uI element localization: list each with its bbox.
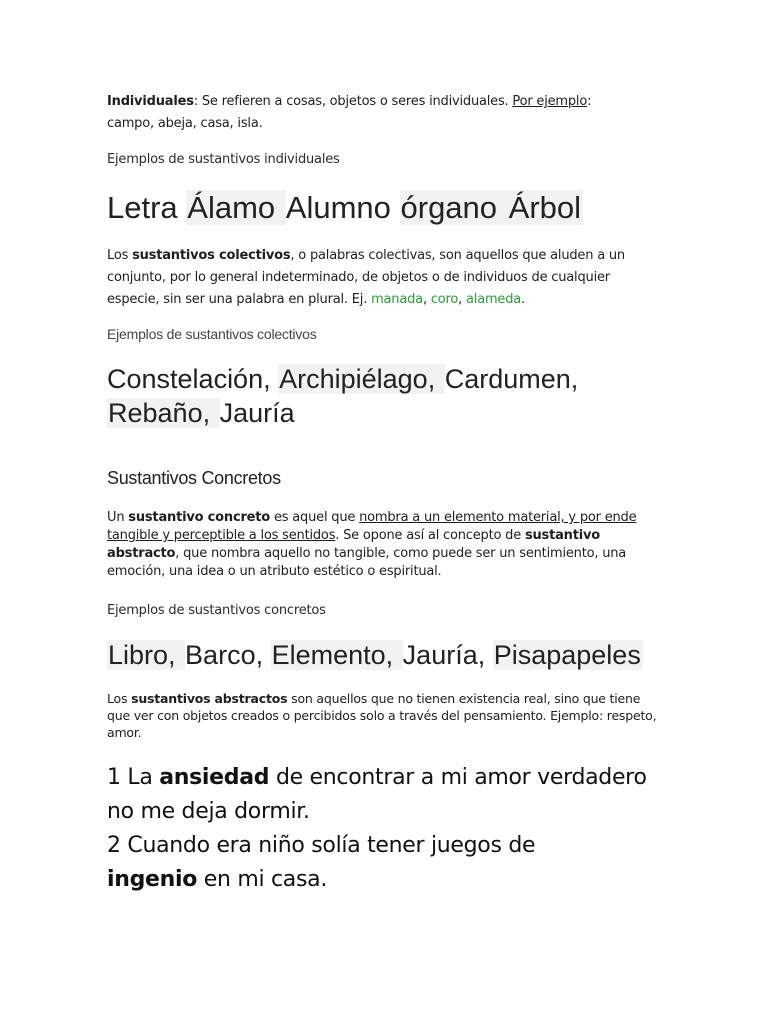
word-elemento: Elemento,	[271, 640, 401, 670]
concretos-words	[107, 638, 667, 672]
word-alamo: Álamo	[187, 190, 284, 225]
concretos-lead: Un	[107, 510, 129, 525]
colectivos-caption: Ejemplos de sustantivos colectivos	[107, 326, 317, 342]
concreto-term: sustantivo concreto	[128, 510, 271, 525]
individuales-examples: campo, abeja, casa, isla.	[107, 116, 263, 131]
sentence-2	[107, 829, 577, 897]
concretos-caption: Ejemplos de sustantivos concretos	[107, 603, 326, 618]
individuales-paragraph	[107, 91, 667, 135]
sentence-1-text: de encontrar a mi amor verdadero no me deja dormir.	[107, 765, 647, 824]
example-coro-link[interactable]: coro	[430, 292, 459, 307]
word-jauria: Jauría,	[402, 640, 493, 670]
concretos-text: , que nombra aquello no tangible, como puede ser un sentimiento, una emoción, una idea o un atributo estético o espiritual.	[107, 546, 627, 579]
individuales-caption: Ejemplos de sustantivos individuales	[107, 152, 340, 167]
abstracto-term: sustantivo abstracto	[107, 528, 601, 561]
sentence-2-text: en mi casa.	[197, 867, 328, 892]
word-arbol: Árbol	[508, 190, 582, 225]
sentence-2-text: 2 Cuando era niño solía tener juegos de	[107, 833, 536, 858]
colectivos-term: sustantivos colectivos	[132, 248, 291, 263]
word-alumno: Alumno	[285, 190, 400, 225]
word-libro: Libro,	[108, 640, 184, 670]
word-rebano: Rebaño,	[108, 398, 218, 428]
word-ingenio: ingenio	[107, 867, 198, 892]
concretos-heading: Sustantivos Concretos	[107, 468, 281, 488]
separator: ,	[422, 292, 431, 307]
individuales-definition: : Se refieren a cosas, objetos o seres individuales.	[193, 94, 513, 109]
word-pisapapeles: Pisapapeles	[493, 640, 641, 670]
definition-link[interactable]: nombra a un elemento material, y por ende tangible y perceptible a los sentidos	[107, 510, 637, 543]
abstractos-lead: Los	[107, 691, 132, 706]
concretos-paragraph	[107, 509, 663, 581]
example-manada-link[interactable]: manada	[371, 292, 423, 307]
abstractos-term: sustantivos abstractos	[131, 691, 288, 706]
word-constelacion: Constelación,	[107, 364, 279, 394]
word-letra: Letra	[107, 190, 187, 225]
abstractos-paragraph	[107, 690, 663, 741]
word-organo: órgano	[400, 190, 506, 225]
word-barco: Barco,	[185, 640, 271, 670]
word-archipielago: Archipiélago,	[279, 364, 443, 394]
example-alameda-link[interactable]: alameda	[466, 292, 522, 307]
concretos-text: es aquel que	[270, 510, 360, 525]
sentence-1-text: 1 La	[107, 765, 160, 790]
period: .	[521, 292, 525, 307]
colectivos-lead: Los	[107, 248, 133, 263]
individuales-words	[107, 189, 667, 227]
colectivos-words	[107, 362, 667, 430]
individuales-term: Individuales	[107, 94, 194, 109]
word-ansiedad: ansiedad	[159, 765, 270, 790]
separator: ,	[458, 292, 467, 307]
colectivos-definition: , o palabras colectivas, son aquellos que aluden a un conjunto, por lo general indeterminado, de objetos o de individuos de cualquier especie, sin ser una palabra en plural. Ej.	[107, 248, 625, 307]
por-ejemplo-link[interactable]: Por ejemplo	[512, 94, 588, 109]
concretos-text: . Se opone así al concepto de	[335, 528, 525, 543]
colectivos-paragraph	[107, 245, 627, 311]
word-jauria: Jauría	[219, 398, 295, 428]
word-cardumen: Cardumen,	[444, 364, 579, 394]
sentence-1	[107, 761, 677, 829]
colon: :	[587, 94, 592, 109]
abstractos-definition: son aquellos que no tienen existencia real, sino que tiene que ver con objetos creados o percibidos solo a través del pensamiento. Ejemplo: respeto, amor.	[107, 691, 657, 740]
